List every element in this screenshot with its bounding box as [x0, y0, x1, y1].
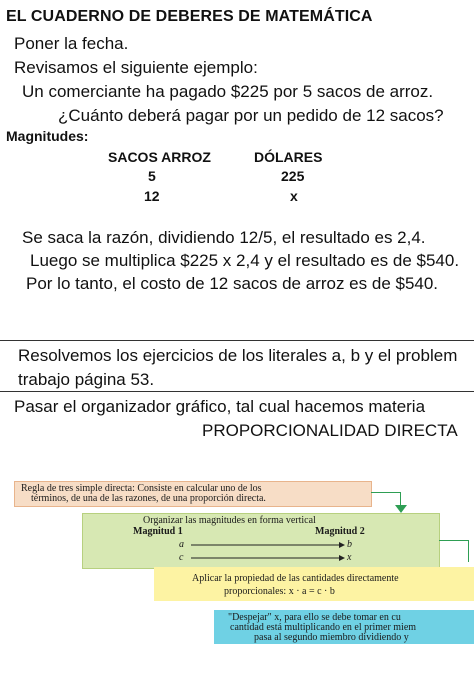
- variable-a: a: [179, 539, 184, 550]
- variable-c: c: [179, 552, 184, 563]
- magnitude-2-label: Magnitud 2: [315, 526, 365, 537]
- magnitude-1-label: Magnitud 1: [133, 526, 183, 537]
- apply-property-line-2: proporcionales: x · a = c · b: [224, 586, 335, 597]
- variable-b: b: [347, 539, 352, 550]
- problem-statement: Un comerciante ha pagado $225 por 5 sacos de arroz.: [22, 82, 434, 101]
- solve-x-line-1: "Despejar" x, para ello se debe tomar en cu: [228, 612, 401, 623]
- instruction-date: Poner la fecha.: [14, 34, 129, 53]
- connector-line: [468, 540, 469, 562]
- table-cell: x: [290, 188, 298, 204]
- variable-x: x: [347, 552, 352, 563]
- column-header-sacos: SACOS ARROZ: [108, 149, 211, 165]
- solution-line-2: Luego se multiplica $225 x 2,4 y el resultado es de $540.: [30, 251, 460, 270]
- apply-property-box: [154, 567, 474, 601]
- solution-line-3: Por lo tanto, el costo de 12 sacos de arroz es de $540.: [26, 274, 439, 293]
- document-title: EL CUADERNO DE DEBERES DE MATEMÁTICA: [6, 8, 373, 25]
- connector-line: [371, 492, 401, 493]
- proportion-arrows: [187, 538, 347, 568]
- organize-title: Organizar las magnitudes en forma vertical: [143, 515, 316, 526]
- organize-magnitudes-box: [82, 513, 440, 569]
- apply-property-line-1: Aplicar la propiedad de las cantidades directamente: [192, 573, 399, 584]
- divider: [0, 340, 474, 341]
- problem-question: ¿Cuánto deberá pagar por un pedido de 12 sacos?: [58, 106, 444, 125]
- section-subtitle: PROPORCIONALIDAD DIRECTA: [202, 421, 458, 440]
- arrow-down-icon: [395, 505, 407, 513]
- table-cell: 5: [148, 168, 156, 184]
- magnitudes-label: Magnitudes:: [6, 128, 89, 144]
- exercises-line-2: trabajo página 53.: [18, 370, 155, 389]
- connector-line: [439, 540, 469, 541]
- table-cell: 225: [281, 168, 305, 184]
- rule-definition-line-1: Regla de tres simple directa: Consiste en calcular uno de los: [21, 483, 262, 494]
- exercises-line-1: Resolvemos los ejercicios de los literales a, b y el problem: [18, 346, 458, 365]
- organizer-instruction: Pasar el organizador gráfico, tal cual hacemos materia: [14, 397, 426, 416]
- rule-definition-box: [14, 481, 372, 507]
- solve-x-line-2: cantidad está multiplicando en el primer miem: [230, 622, 417, 633]
- solution-line-1: Se saca la razón, dividiendo 12/5, el resultado es 2,4.: [22, 228, 426, 247]
- rule-definition-line-2: términos, de una de las razones, de una proporción directa.: [31, 493, 266, 504]
- solve-x-line-3: pasa al segundo miembro dividiendo y: [254, 632, 409, 643]
- divider: [0, 391, 474, 392]
- instruction-review: Revisamos el siguiente ejemplo:: [14, 58, 258, 77]
- column-header-dolares: DÓLARES: [254, 149, 323, 165]
- solve-x-box: [214, 610, 474, 644]
- table-cell: 12: [144, 188, 160, 204]
